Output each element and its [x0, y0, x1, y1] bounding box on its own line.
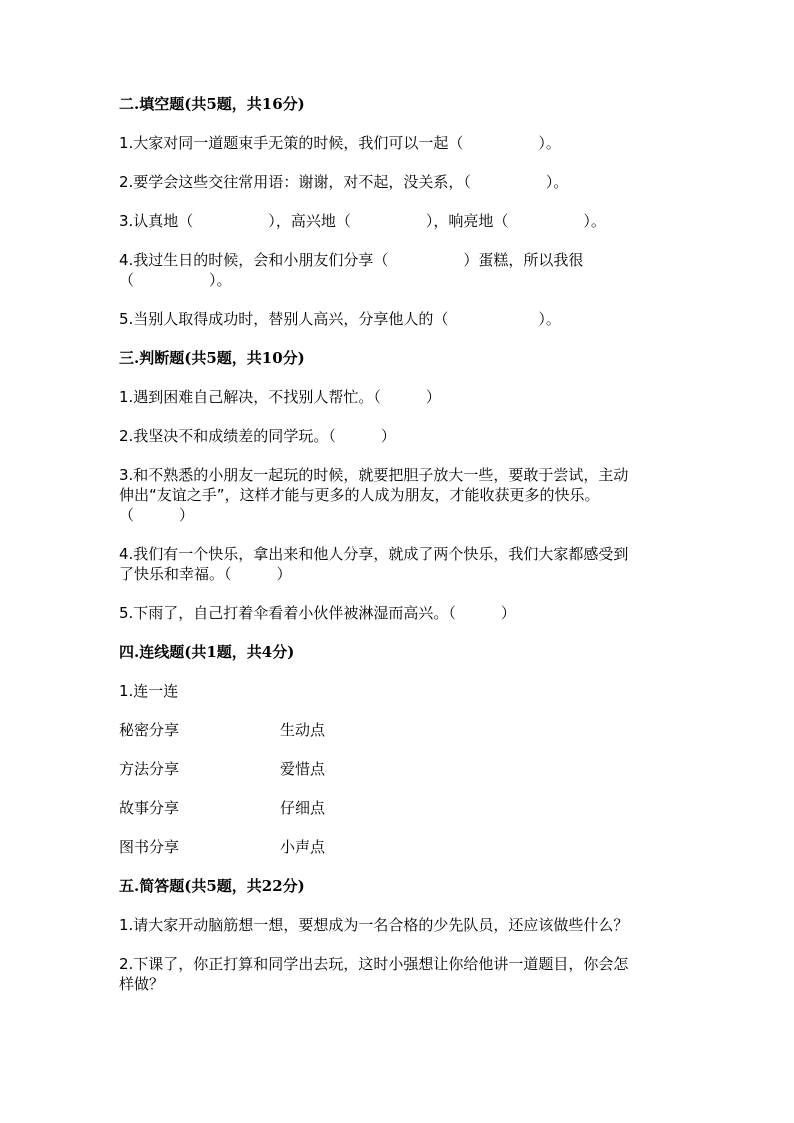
question-item: 2.我坚决不和成绩差的同学玩。（ ）	[119, 427, 396, 445]
question-item: 1.连一连	[119, 682, 179, 700]
section-title: 四.连线题(共1题，共4分)	[119, 643, 295, 661]
section-fill-in	[119, 94, 679, 329]
match-left-item: 方法分享	[119, 760, 180, 778]
match-row	[119, 837, 679, 857]
question-item: 1.大家对同一道题束手无策的时候，我们可以一起（ ）。	[119, 134, 561, 152]
question-item: 4.我过生日的时候，会和小朋友们分享（ ）蛋糕，所以我很 （ ）。	[119, 251, 584, 289]
question-item: 2.下课了，你正打算和同学出去玩，这时小强想让你给他讲一道题目，你会怎 样做？	[119, 955, 629, 993]
match-right-item: 小声点	[280, 838, 326, 856]
worksheet-page	[119, 94, 679, 1013]
match-row	[119, 720, 679, 740]
question-item: 3.认真地（ ），高兴地（ ），响亮地（ ）。	[119, 212, 606, 230]
match-right-item: 生动点	[280, 721, 326, 739]
match-right-item: 爱惜点	[280, 760, 326, 778]
match-row	[119, 759, 679, 779]
match-right-item: 仔细点	[280, 799, 326, 817]
section-title: 二.填空题(共5题，共16分)	[119, 95, 305, 113]
question-item: 5.下雨了，自己打着伞看着小伙伴被淋湿而高兴。（ ）	[119, 604, 516, 622]
section-true-false	[119, 348, 679, 623]
section-title: 五.简答题(共5题，共22分)	[119, 877, 305, 895]
match-left-item: 图书分享	[119, 838, 180, 856]
section-matching	[119, 642, 679, 857]
match-row	[119, 798, 679, 818]
question-item: 5.当别人取得成功时，替别人高兴，分享他人的（ ）。	[119, 310, 561, 328]
section-short-answer	[119, 876, 679, 994]
question-item: 4.我们有一个快乐，拿出来和他人分享，就成了两个快乐，我们大家都感受到 了快乐和幸福。（ ）	[119, 545, 629, 583]
match-left-item: 故事分享	[119, 799, 180, 817]
question-item: 1.请大家开动脑筋想一想，要想成为一名合格的少先队员，还应该做些什么？	[119, 916, 629, 934]
question-item: 3.和不熟悉的小朋友一起玩的时候，就要把胆子放大一些，要敢于尝试，主动 伸出“友谊之手”，这样才能与更多的人成为朋友，才能收获更多的快乐。 （ ）	[119, 466, 629, 524]
match-left-item: 秘密分享	[119, 721, 180, 739]
question-item: 1.遇到困难自己解决，不找别人帮忙。（ ）	[119, 388, 441, 406]
section-title: 三.判断题(共5题，共10分)	[119, 349, 305, 367]
question-item: 2.要学会这些交往常用语：谢谢，对不起，没关系，（ ）。	[119, 173, 569, 191]
